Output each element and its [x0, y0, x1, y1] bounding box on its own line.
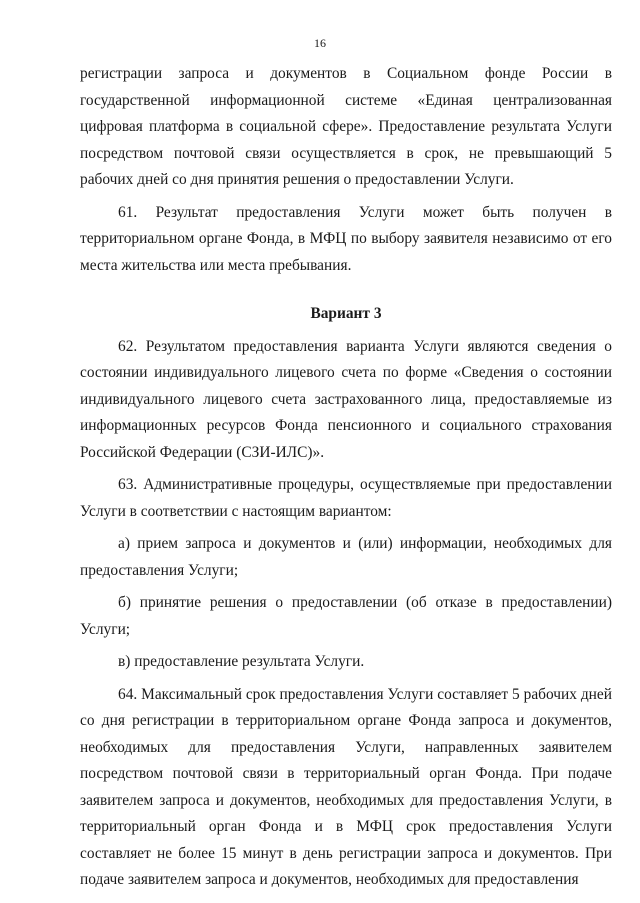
paragraph-61: 61. Результат предоставления Услуги может быть получен в территориальном органе Фонда, в МФЦ по выбору заявителя независимо от его места жительства или места пребывания.	[80, 203, 612, 274]
paragraph-64: 64. Максимальный срок предоставления Услуги составляет 5 рабочих дней со дня регистрации в территориальном органе Фонда запроса и документов, необходимых для предоставления Услуги, направленных заявителем посредством почтовой связи в территориальный орган Фонда. При подаче заявителем запроса и документов, необходимых для предоставления Услуги, в территориальный орган Фонда и в МФЦ срок предоставления Услуги составляет не более 15 минут в день регистрации запроса и документов. При подаче заявителем запроса и документов, необходимых для предоставления	[80, 685, 612, 888]
paragraph-63-item-b: б) принятие решения о предоставлении (об отказе в предоставлении) Услуги;	[80, 594, 612, 638]
paragraph-63: 63. Административные процедуры, осуществляемые при предоставлении Услуги в соответствии с настоящим вариантом:	[80, 476, 612, 520]
paragraph-63-item-c: в) предоставление результата Услуги.	[118, 653, 365, 670]
page-number: 16	[314, 36, 326, 50]
paragraph-63-item-a: а) прием запроса и документов и (или) информации, необходимых для предоставления Услуги;	[80, 535, 612, 579]
paragraph-continuation: регистрации запроса и документов в Социальном фонде России в государственной информационной системе «Единая централизованная цифровая платформа в социальной сфере». Предоставление результата Услуги посредством почтовой связи осуществляется в срок, не превышающий 5 рабочих дней со дня принятия решения о предоставлении Услуги.	[80, 65, 612, 188]
document-body	[80, 61, 612, 894]
section-heading-variant-3: Вариант 3	[310, 305, 382, 322]
paragraph-62: 62. Результатом предоставления варианта Услуги являются сведения о состоянии индивидуального лицевого счета по форме «Сведения о состоянии индивидуального лицевого счета застрахованного лица, предоставляемые из информационных ресурсов Фонда пенсионного и социального страхования Российской Федерации (СЗИ-ИЛС)».	[80, 337, 612, 461]
